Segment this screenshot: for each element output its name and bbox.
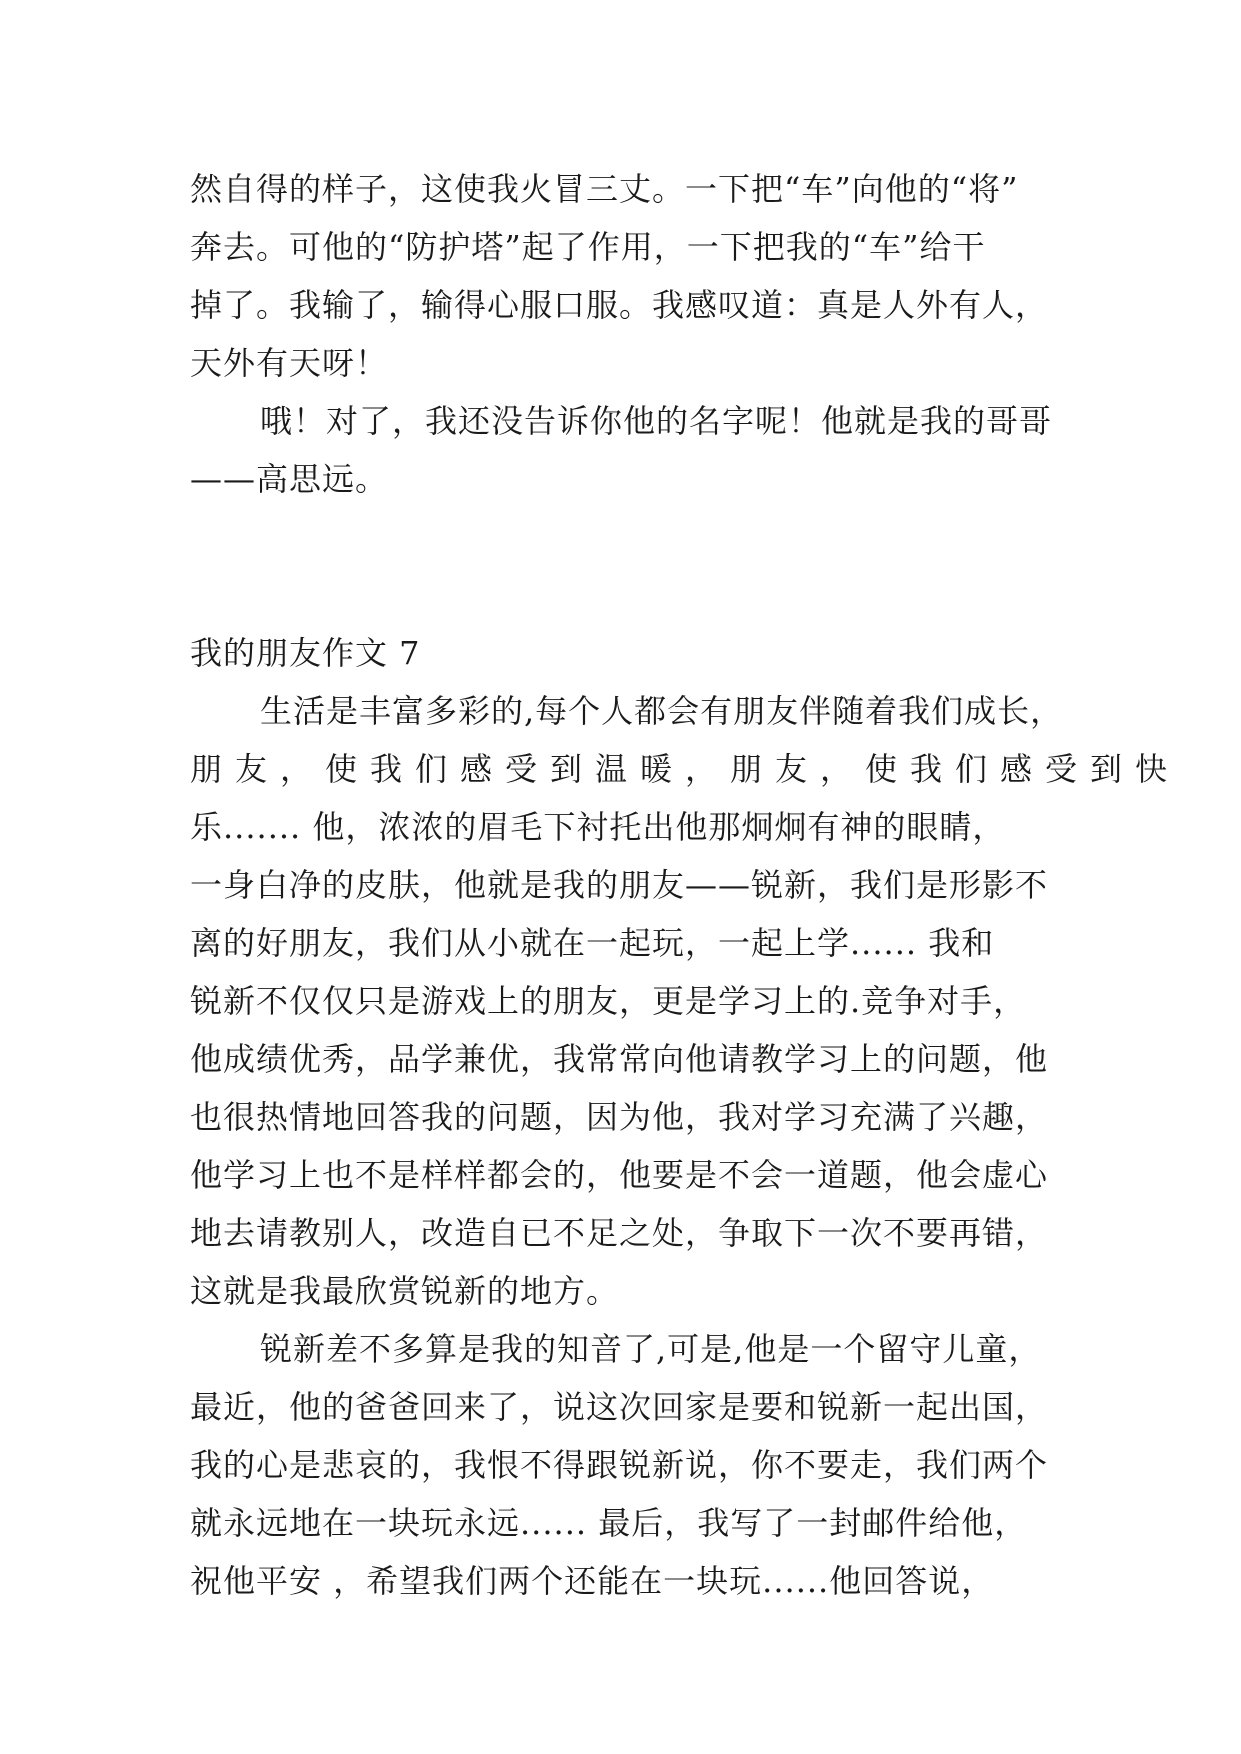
text-line: 天外有天呀！ — [190, 344, 389, 382]
text-line: 哦！对了，我还没告诉你他的名字呢！他就是我的哥哥 — [260, 402, 1053, 440]
text-line: 我的心是悲哀的，我恨不得跟锐新说，你不要走，我们两个 — [190, 1446, 1049, 1484]
text-line: 乐....... 他，浓浓的眉毛下衬托出他那炯炯有神的眼睛， — [190, 808, 1006, 846]
text-line: 然自得的样子，这使我火冒三丈。一下把“车”向他的“将” — [190, 170, 1019, 208]
text-line: 锐新不仅仅只是游戏上的朋友，更是学习上的.竞争对手， — [190, 982, 1027, 1020]
text-line: 他学习上也不是样样都会的，他要是不会一道题，他会虚心 — [190, 1156, 1049, 1194]
paragraph-3 — [190, 682, 1181, 1320]
text-line: 他成绩优秀，品学兼优，我常常向他请教学习上的问题，他 — [190, 1040, 1049, 1078]
text-line: 最近，他的爸爸回来了，说这次回家是要和锐新一起出国， — [190, 1388, 1049, 1426]
text-line: 地去请教别人，改造自已不足之处，争取下一次不要再错， — [190, 1214, 1049, 1252]
text-line: 生活是丰富多彩的,每个人都会有朋友伴随着我们成长， — [260, 692, 1064, 730]
spacer — [190, 508, 1070, 624]
text-line: 离的好朋友，我们从小就在一起玩，一起上学...... 我和 — [190, 924, 995, 962]
text-line: ——高思远。 — [190, 460, 389, 498]
text-line: 一身白净的皮肤，他就是我的朋友——锐新，我们是形影不 — [190, 866, 1049, 904]
paragraph-continued — [190, 160, 1070, 392]
section-title: 我的朋友作文 7 — [190, 634, 421, 672]
text-line: 掉了。我输了，输得心服口服。我感叹道：真是人外有人， — [190, 286, 1049, 324]
text-line: 也很热情地回答我的问题，因为他，我对学习充满了兴趣， — [190, 1098, 1049, 1136]
text-line: 就永远地在一块玩永远...... 最后，我写了一封邮件给他， — [190, 1504, 1028, 1542]
text-line: 锐新差不多算是我的知音了,可是,他是一个留守儿童， — [260, 1330, 1042, 1368]
paragraph-4 — [190, 1320, 1070, 1610]
text-line: 朋友，使我们感受到温暖，朋友，使我们感受到快 — [190, 750, 1181, 788]
document-body — [190, 160, 1181, 1610]
text-line: 祝他平安 ，希望我们两个还能在一块玩......他回答说， — [190, 1562, 995, 1600]
text-line: 这就是我最欣赏锐新的地方。 — [190, 1272, 620, 1310]
text-line: 奔去。可他的“防护塔”起了作用，一下把我的“车”给干 — [190, 228, 986, 266]
paragraph-2 — [190, 392, 1070, 508]
